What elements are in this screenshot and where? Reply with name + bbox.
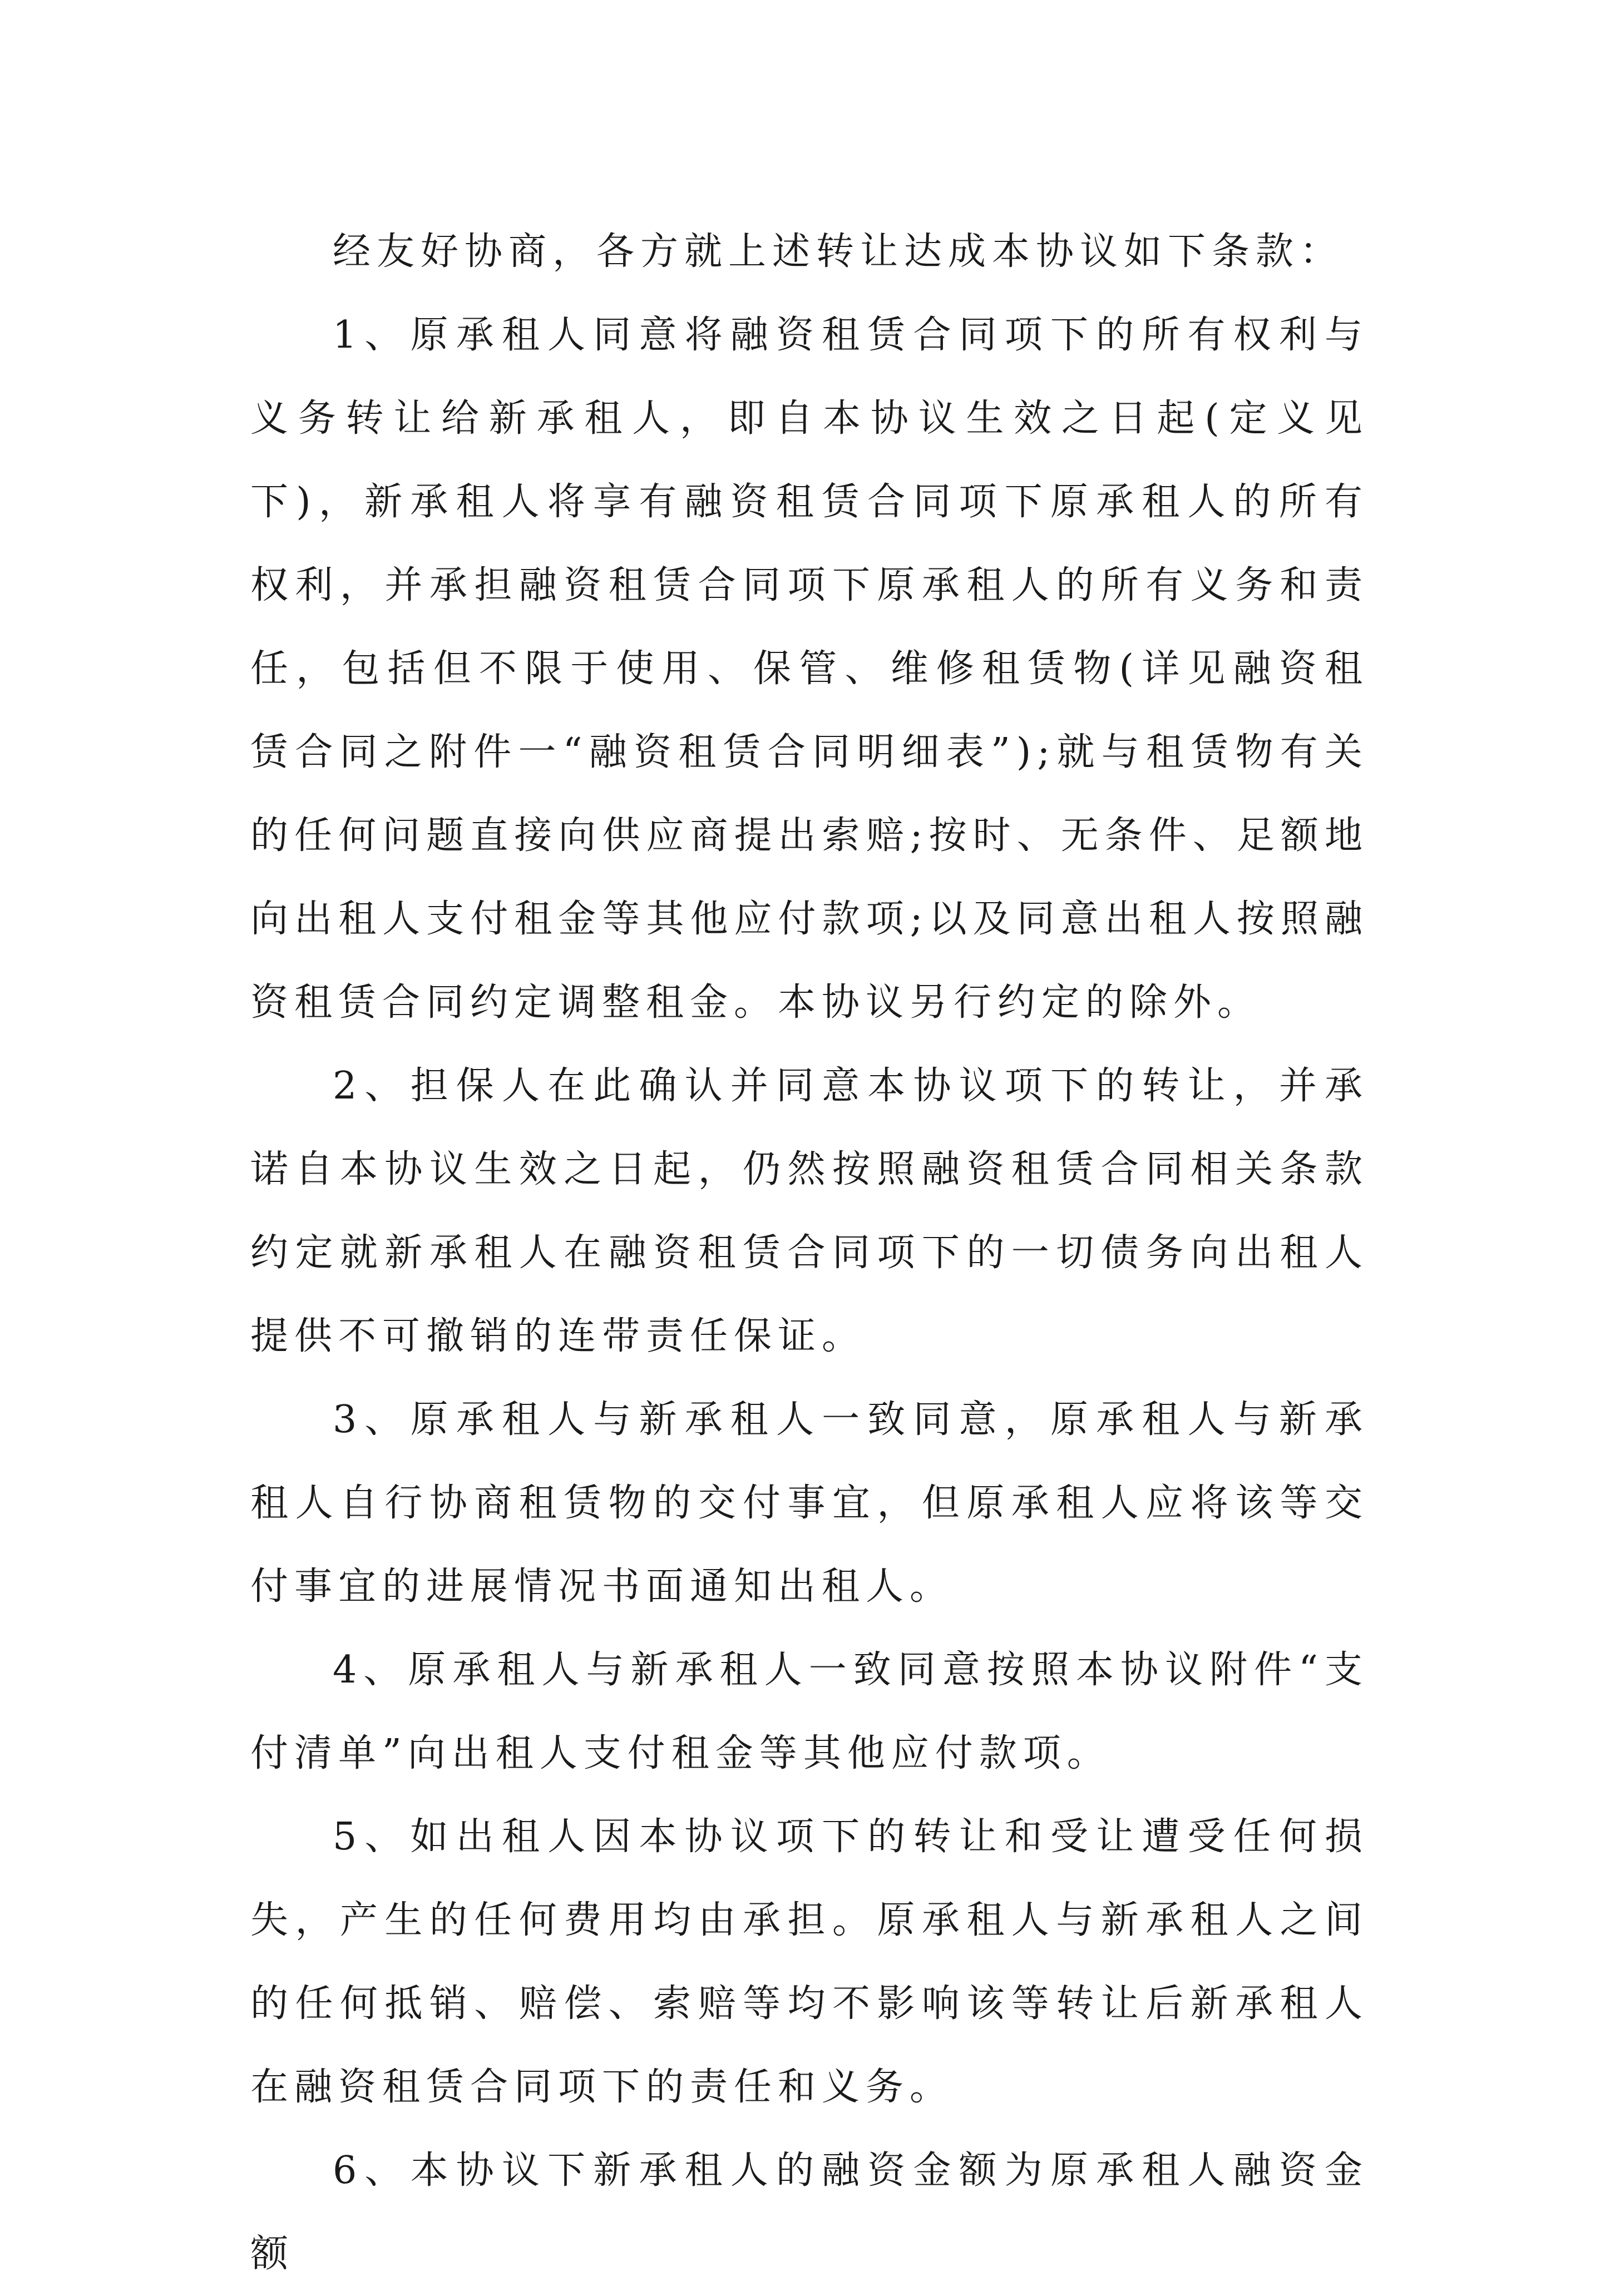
intro-paragraph: 经友好协商，各方就上述转让达成本协议如下条款：	[333, 230, 1344, 274]
clause-2-paragraph: 2、担保人在此确认并同意本协议项下的转让，并承诺自本协议生效之日起，仍然按照融资租赁合同相关条款约定就新承租人在融资租赁合同项下的一切债务向出租人提供不可撤销的连带责任保证。	[250, 1064, 1369, 1358]
agreement-body	[250, 210, 1369, 2296]
clause-1-paragraph: 1、原承租人同意将融资租赁合同项下的所有权利与义务转让给新承租人，即自本协议生效之日起(定义见下)，新承租人将享有融资租赁合同项下原承租人的所有权利，并承担融资租赁合同项下原承租人的所有义务和责任，包括但不限于使用、保管、维修租赁物(详见融资租赁合同之附件一“融资租赁合同明细表”);就与租赁物有关的任何问题直接向供应商提出索赔;按时、无条件、足额地向出租人支付租金等其他应付款项;以及同意出租人按照融资租赁合同约定调整租金。本协议另行约定的除外。	[250, 313, 1369, 1025]
clause-4-paragraph: 4、原承租人与新承租人一致同意按照本协议附件“支付清单”向出租人支付租金等其他应付款项。	[250, 1648, 1369, 1775]
clause-3-paragraph: 3、原承租人与新承租人一致同意，原承租人与新承租人自行协商租赁物的交付事宜，但原承租人应将该等交付事宜的进展情况书面通知出租人。	[250, 1398, 1369, 1609]
clause-5-paragraph: 5、如出租人因本协议项下的转让和受让遭受任何损失，产生的任何费用均由承担。原承租人与新承租人之间的任何抵销、赔偿、索赔等均不影响该等转让后新承租人在融资租赁合同项下的责任和义务。	[250, 1815, 1369, 2109]
clause-6-paragraph: 6、本协议下新承租人的融资金额为原承租人融资金额	[250, 2149, 1369, 2276]
